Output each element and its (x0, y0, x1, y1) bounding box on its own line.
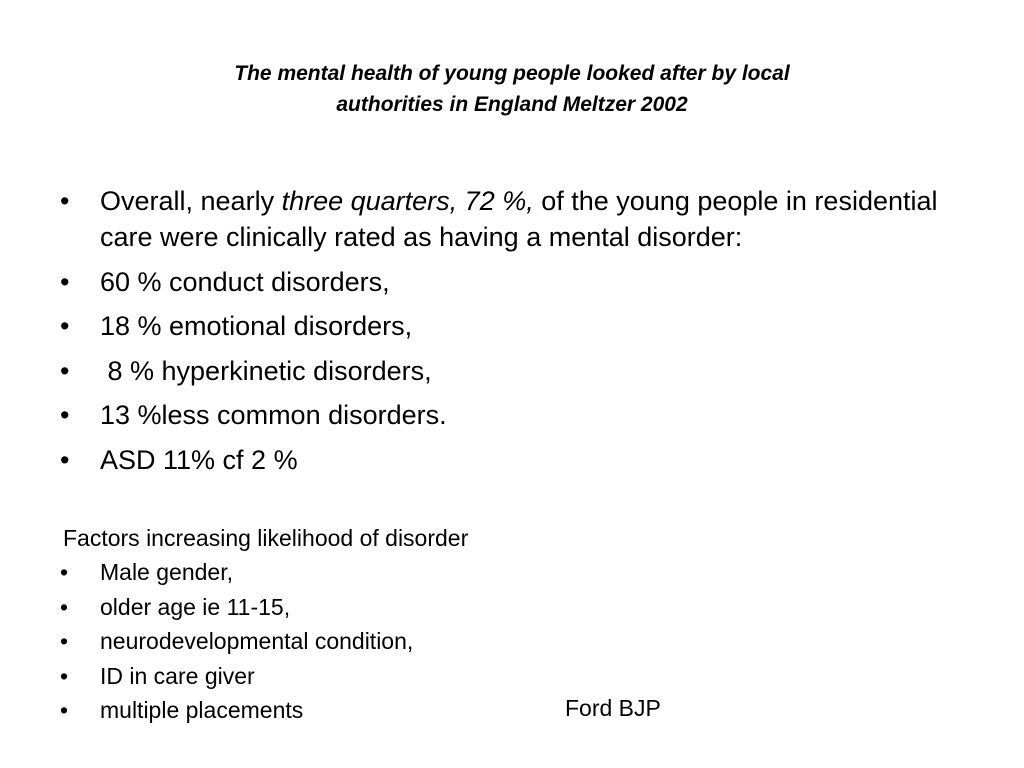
slide-title (100, 58, 924, 120)
factor-item-text: neurodevelopmental condition, (100, 628, 414, 654)
bullet-marker: • (60, 311, 70, 341)
bullet-item (58, 397, 988, 433)
slide-title-line-2: authorities in England Meltzer 2002 (336, 93, 688, 116)
factors-bullet-list (58, 558, 988, 731)
factor-item-text: multiple placements (100, 697, 304, 723)
bullet-marker: • (60, 662, 69, 689)
factor-item (58, 696, 988, 724)
source-credit: Ford BJP (565, 695, 661, 721)
overall-text-emphasis: three quarters, 72 %, (281, 186, 534, 216)
bullet-item-text: 60 % conduct disorders, (100, 266, 390, 297)
bullet-marker: • (60, 355, 70, 386)
bullet-marker: • (60, 400, 70, 430)
bullet-item-text: 18 % emotional disorders, (100, 311, 413, 341)
bullet-item-text: 13 %less common disorders. (100, 400, 447, 430)
overall-text-after: of the young people in residential care were clinically rated as having a mental disorder: (100, 186, 938, 252)
bullet-item (58, 353, 988, 389)
bullet-overall (58, 183, 988, 255)
bullet-item (58, 308, 988, 344)
overall-text-before: Overall, nearly (100, 186, 282, 216)
factor-item (58, 593, 988, 621)
factor-item-text: ID in care giver (100, 662, 255, 689)
factor-item (58, 662, 988, 690)
bullet-marker: • (60, 559, 69, 585)
slide-title-line-1: The mental health of young people looked after by local (234, 62, 790, 85)
main-bullet-list (58, 183, 988, 486)
bullet-item (58, 264, 988, 300)
factor-item-text: older age ie 11-15, (100, 593, 291, 620)
factors-heading: Factors increasing likelihood of disorder (63, 525, 469, 551)
bullet-marker: • (60, 444, 70, 475)
bullet-marker: • (60, 266, 70, 297)
factor-item-text: Male gender, (100, 559, 233, 585)
bullet-item (58, 442, 988, 478)
bullet-marker: • (60, 628, 69, 654)
bullet-item-text: 8 % hyperkinetic disorders, (100, 355, 432, 386)
bullet-item-text: ASD 11% cf 2 % (100, 444, 298, 475)
bullet-marker: • (60, 186, 70, 216)
bullet-marker: • (60, 697, 69, 723)
bullet-marker: • (60, 593, 69, 620)
factor-item (58, 558, 988, 586)
factor-item (58, 627, 988, 655)
